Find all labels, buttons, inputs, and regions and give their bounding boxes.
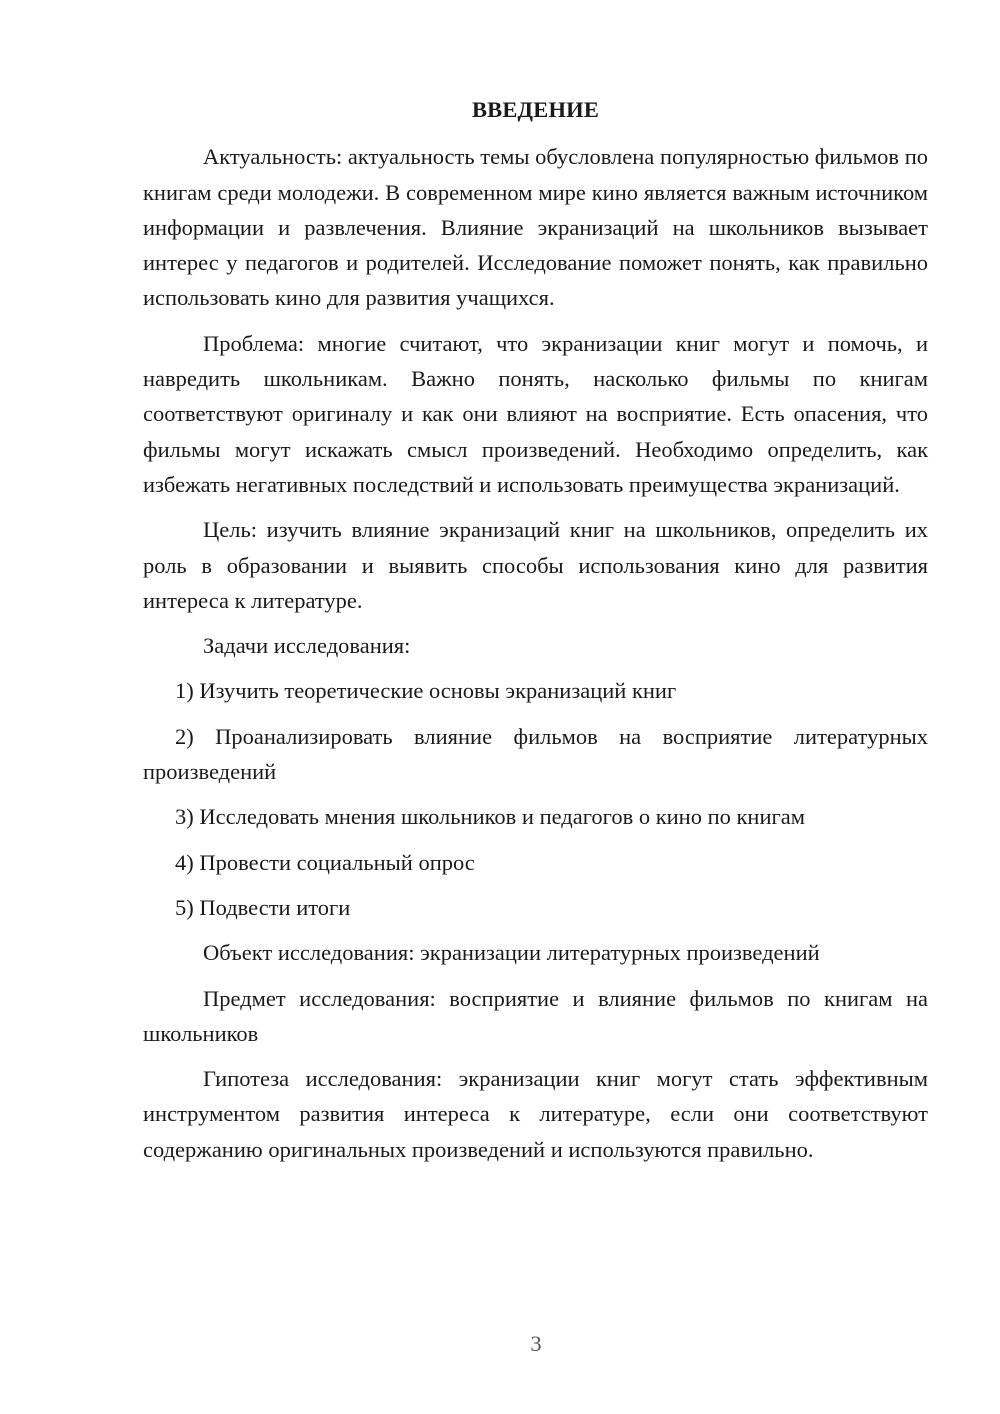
document-body bbox=[143, 92, 928, 1177]
paragraph-object: Объект исследования: экранизации литературных произведений bbox=[203, 940, 820, 966]
paragraph-relevance: Актуальность: актуальность темы обусловлена популярностью фильмов по книгам среди молодежи. В современном мире кино является важным источником информации и развлечения. Влияние экранизаций на школьников вызывает интерес у педагогов и родителей. Исследование поможет понять, как правильно использовать кино для развития учащихся. bbox=[143, 144, 928, 311]
task-item-2: 2) Проанализировать влияние фильмов на восприятие литературных произведений bbox=[143, 723, 928, 785]
paragraph-subject: Предмет исследования: восприятие и влияние фильмов по книгам на школьников bbox=[143, 985, 928, 1046]
paragraph-goal: Цель: изучить влияние экранизаций книг на школьников, определить их роль в образовании и выявить способы использования кино для развития интереса к литературе. bbox=[143, 517, 928, 613]
task-item-4: 4) Провести социальный опрос bbox=[175, 849, 475, 875]
paragraph-tasks-heading: Задачи исследования: bbox=[203, 633, 411, 659]
page-number: 3 bbox=[530, 1331, 542, 1356]
paragraph-problem: Проблема: многие считают, что экранизации книг могут и помочь, и навредить школьникам. Важно понять, насколько фильмы по книгам соответствуют оригиналу и как они влияют на восприятие. Есть опасения, что фильмы могут искажать смысл произведений. Необходимо определить, как избежать негативных последствий и использовать преимущества экранизаций. bbox=[143, 330, 928, 497]
task-item-1: 1) Изучить теоретические основы экранизаций книг bbox=[175, 678, 677, 704]
section-title: ВВЕДЕНИЕ bbox=[471, 97, 600, 122]
task-item-5: 5) Подвести итоги bbox=[175, 894, 351, 920]
task-item-3: 3) Исследовать мнения школьников и педагогов о кино по книгам bbox=[175, 804, 805, 830]
paragraph-hypothesis: Гипотеза исследования: экранизации книг могут стать эффективным инструментом развития интереса к литературе, если они соответствуют содержанию оригинальных произведений и используются правильно. bbox=[143, 1066, 928, 1162]
